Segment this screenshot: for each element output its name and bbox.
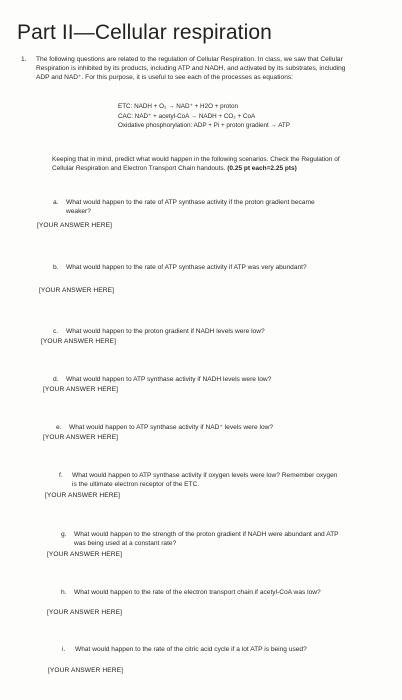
question-text: What would happen to ATP synthase activity if NADH levels were low? (66, 376, 272, 383)
question-letter: a. (53, 199, 59, 206)
answer-field-f[interactable]: [YOUR ANSWER HERE] (45, 492, 121, 499)
points-label: (0.25 pt each=2.25 pts) (227, 165, 297, 172)
question-letter: e. (56, 424, 62, 431)
question-letter: i. (62, 646, 66, 653)
question-intro-text: The following questions are related to the regulation of Cellular Respiration. In class, we saw that Cellular Respiration is inhibited by its products, including ATP and NADH, and activated by its substrates, including ADP and NAD⁺. For this purpose, it is useful to see each of the processes as equations: (36, 56, 346, 81)
equation-cac: CAC: NAD⁺ + acetyl-CoA → NADH + CO₂ + CoA (118, 112, 256, 120)
answer-field-b[interactable]: [YOUR ANSWER HERE] (39, 287, 115, 294)
question-letter: d. (53, 376, 59, 383)
answer-field-a[interactable]: [YOUR ANSWER HERE] (37, 222, 113, 229)
question-text: What would happen to the proton gradient if NADH levels were low? (66, 328, 265, 335)
question-number: 1. (21, 56, 27, 63)
answer-field-g[interactable]: [YOUR ANSWER HERE] (47, 551, 123, 558)
equations-block (118, 102, 290, 131)
question-text: What would happen to the rate of ATP synthase activity if ATP was very abundant? (66, 264, 307, 271)
question-text: What would happen to ATP synthase activity if NAD⁺ levels were low? (69, 424, 274, 431)
question-letter: c. (53, 328, 59, 335)
answer-field-c[interactable]: [YOUR ANSWER HERE] (41, 338, 117, 345)
equation-etc: ETC: NADH + O₂ → NAD⁺ + H2O + proton (118, 103, 239, 110)
scenario-instructions (52, 155, 352, 173)
answer-field-h[interactable]: [YOUR ANSWER HERE] (47, 609, 123, 616)
question-text: What would happen to the rate of the citric acid cycle if a lot ATP is being used? (75, 646, 307, 653)
question-letter: g. (61, 531, 67, 538)
question-text: What would happen to ATP synthase activity if oxygen levels were low? Remember oxygen is the ultimate electron receptor of the ETC. (72, 472, 338, 488)
answer-field-e[interactable]: [YOUR ANSWER HERE] (43, 434, 119, 441)
instructions-text: Keeping that in mind, predict what would happen in the following scenarios. Check the Regulation of Cellular Respiration and Electron Transport Chain handouts. (52, 156, 340, 172)
question-text: What would happen to the strength of the proton gradient if NADH were abundant and ATP was being used at a constant rate? (74, 531, 339, 547)
question-letter: h. (61, 589, 67, 596)
answer-field-d[interactable]: [YOUR ANSWER HERE] (43, 386, 119, 393)
question-letter: f. (59, 472, 63, 479)
question-text: What would happen to the rate of ATP synthase activity if the proton gradient became weaker? (66, 199, 315, 215)
question-text: What would happen to the rate of the electron transport chain if acetyl-CoA was low? (74, 589, 321, 596)
answer-field-i[interactable]: [YOUR ANSWER HERE] (48, 667, 124, 674)
question-letter: b. (53, 264, 59, 271)
page-title: Part II—Cellular respiration (17, 21, 272, 44)
equation-oxphos: Oxidative phosphorylation: ADP + Pi + proton gradient → ATP (118, 122, 290, 129)
